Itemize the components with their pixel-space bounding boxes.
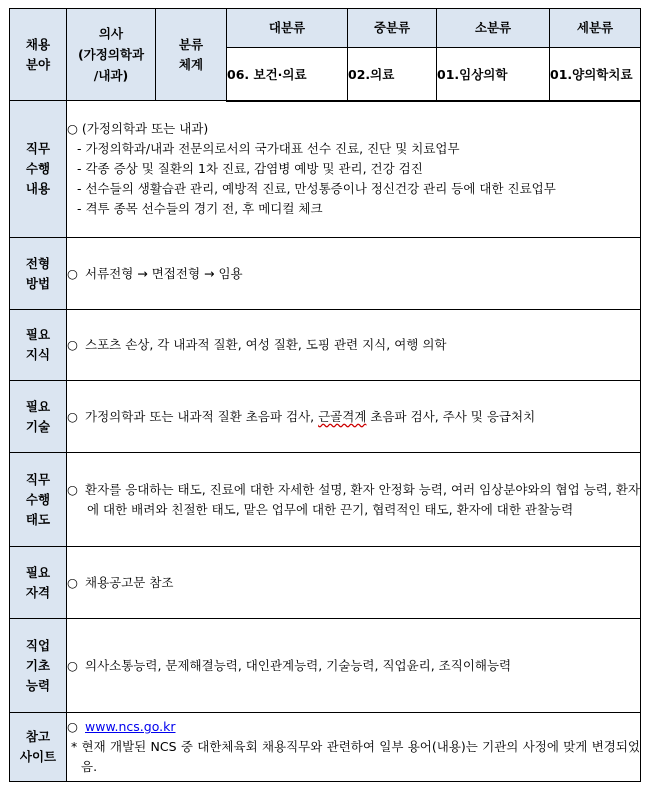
attitude-label: 직무 수행 태도 xyxy=(10,453,67,547)
skills-text-marked: 근골격계 xyxy=(318,408,367,424)
duties-line: - 선수들의 생활습관 관리, 예방적 진료, 만성통증이나 정신건강 관리 등에 대한 진료업무 xyxy=(77,181,556,197)
knowledge-label: 필요 지식 xyxy=(10,310,67,381)
value-major: 06. 보건·의료 xyxy=(227,48,348,101)
duties-line: ○ (가정의학과 또는 내과) xyxy=(67,121,209,137)
job-description-table xyxy=(9,8,641,782)
basic-competency-content xyxy=(67,619,641,713)
basic-competency-label: 직업 기초 능력 xyxy=(10,619,67,713)
bullet-icon: ○ xyxy=(67,574,78,590)
duties-content xyxy=(67,101,641,238)
value-minor: 01.임상의학 xyxy=(437,48,550,101)
qualification-content xyxy=(67,547,641,619)
knowledge-text: 스포츠 손상, 각 내과적 질환, 여성 질환, 도핑 관련 지식, 여행 의학 xyxy=(85,337,447,352)
bullet-icon: ○ xyxy=(67,337,78,352)
field-label: 채용 분야 xyxy=(10,9,67,101)
reference-content xyxy=(67,713,641,782)
bullet-icon: ○ xyxy=(67,408,78,424)
selection-content xyxy=(67,238,641,310)
job-title: 의사 (가정의학과 /내과) xyxy=(67,9,156,101)
qualification-label: 필요 자격 xyxy=(10,547,67,619)
skills-text: 가정의학과 또는 내과적 질환 초음파 검사, xyxy=(85,408,319,424)
skills-content xyxy=(67,381,641,453)
col-minor: 소분류 xyxy=(437,9,550,48)
duties-line: - 격투 종목 선수들의 경기 전, 후 메디컬 체크 xyxy=(77,201,323,217)
duties-line: - 가정의학과/내과 전문의로서의 국가대표 선수 진료, 진단 및 치료업무 xyxy=(77,141,460,157)
bullet-icon: ○ xyxy=(67,481,78,497)
knowledge-content xyxy=(67,310,641,381)
col-detail: 세분류 xyxy=(550,9,641,48)
col-major: 대분류 xyxy=(227,9,348,48)
attitude-text: 환자를 응대하는 태도, 진료에 대한 자세한 설명, 환자 안정화 능력, 여러 임상분야와의 협업 능력, 환자에 대한 배려와 친절한 태도, 맡은 업무에 대한 끈기, 협력적인 태도, 환자에 대한 관찰능력 xyxy=(85,481,640,517)
selection-text: 서류전형 → 면접전형 → 임용 xyxy=(85,265,243,281)
basic-competency-text: 의사소통능력, 문제해결능력, 대인관계능력, 기술능력, 직업윤리, 조직이해능력 xyxy=(85,657,512,673)
value-middle: 02.의료 xyxy=(348,48,437,101)
duties-line: - 각종 증상 및 질환의 1차 진료, 감염병 예방 및 관리, 건강 검진 xyxy=(77,161,423,177)
value-detail: 01.양의학치료 xyxy=(550,48,641,101)
bullet-icon: ○ xyxy=(67,657,78,673)
skills-label: 필요 기술 xyxy=(10,381,67,453)
reference-label: 참고 사이트 xyxy=(10,713,67,782)
bullet-icon: ○ xyxy=(67,265,78,281)
reference-note: * 현재 개발된 NCS 중 대한체육회 채용직무와 관련하여 일부 용어(내용)는 기관의 사정에 맞게 변경되었음. xyxy=(71,739,640,774)
ncs-link[interactable]: www.ncs.go.kr xyxy=(85,719,176,734)
classification-label: 분류 체계 xyxy=(156,9,227,101)
skills-text-rest: 초음파 검사, 주사 및 응급처치 xyxy=(366,408,536,424)
attitude-content xyxy=(67,453,641,547)
col-middle: 중분류 xyxy=(348,9,437,48)
duties-label: 직무 수행 내용 xyxy=(10,101,67,238)
bullet-icon: ○ xyxy=(67,719,78,734)
qualification-text: 채용공고문 참조 xyxy=(85,574,174,590)
selection-label: 전형 방법 xyxy=(10,238,67,310)
